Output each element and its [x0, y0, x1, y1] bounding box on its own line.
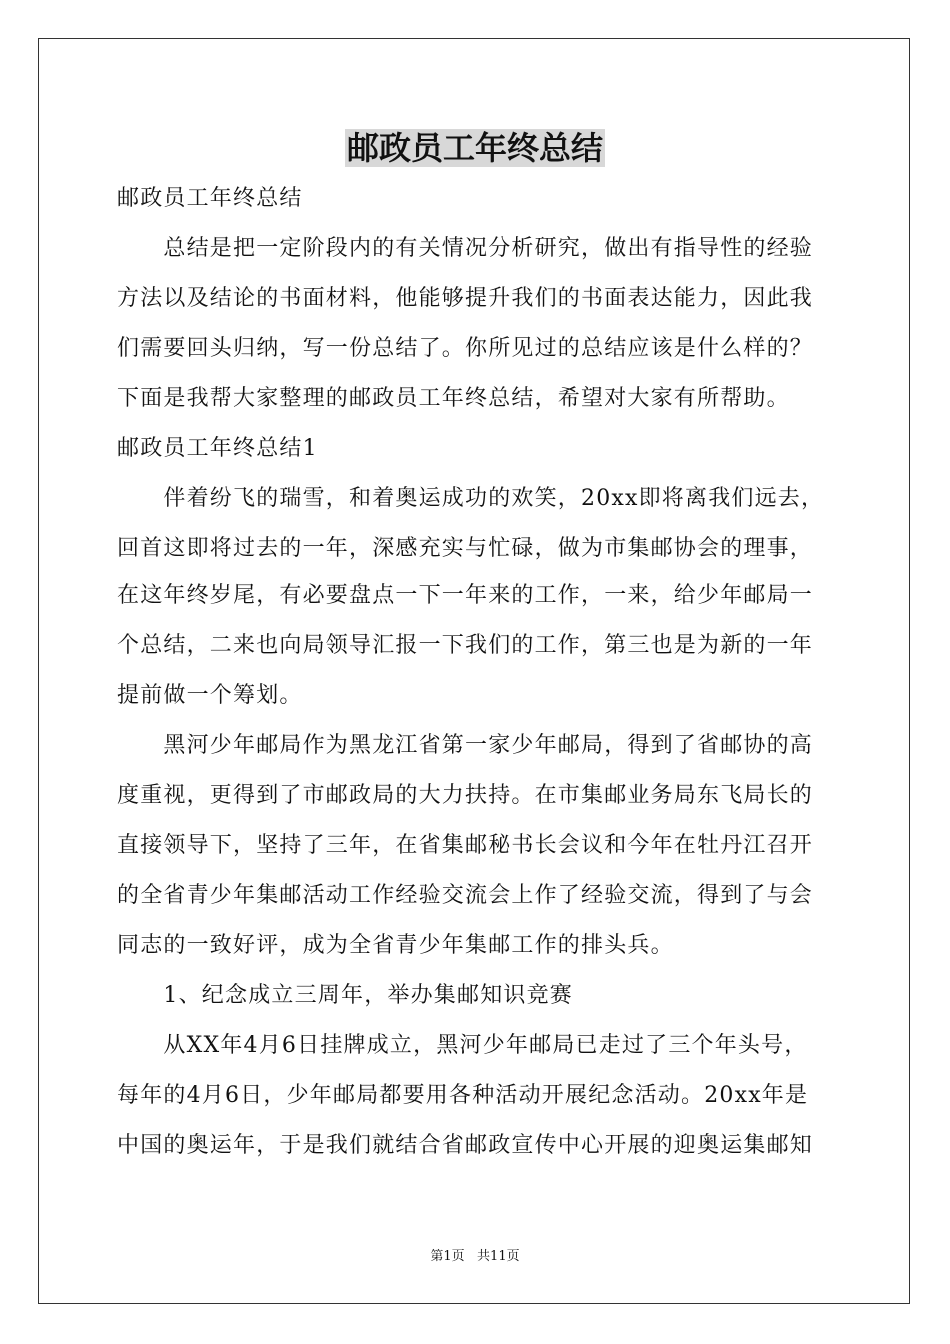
body-line: 的全省青少年集邮活动工作经验交流会上作了经验交流，得到了与会 [117, 883, 814, 908]
list-heading: 1、纪念成立三周年，举办集邮知识竞赛 [117, 983, 573, 1008]
document-title [0, 126, 950, 170]
body-line: 下面是我帮大家整理的邮政员工年终总结，希望对大家有所帮助。 [117, 386, 790, 411]
body-line: 同志的一致好评，成为全省青少年集邮工作的排头兵。 [117, 933, 674, 958]
body-line: 直接领导下，坚持了三年，在省集邮秘书长会议和今年在牡丹江召开 [117, 833, 814, 858]
page-border [38, 38, 910, 1304]
body-line: 中国的奥运年，于是我们就结合省邮政宣传中心开展的迎奥运集邮知 [117, 1133, 814, 1158]
body-line: 方法以及结论的书面材料，他能够提升我们的书面表达能力，因此我 [117, 286, 814, 311]
body-line: 个总结，二来也向局领导汇报一下我们的工作，第三也是为新的一年 [117, 633, 814, 658]
body-line: 伴着纷飞的瑞雪，和着奥运成功的欢笑，20xx即将离我们远去， [117, 486, 825, 511]
document-title-text: 邮政员工年终总结 [346, 129, 603, 167]
body-line: 每年的4月6日，少年邮局都要用各种活动开展纪念活动。20xx年是 [117, 1083, 809, 1108]
page-footer: 第1页 共11页 [430, 1249, 520, 1264]
body-line: 们需要回头归纳，写一份总结了。你所见过的总结应该是什么样的？ [117, 336, 814, 361]
body-line: 在这年终岁尾，有必要盘点一下一年来的工作，一来，给少年邮局一 [117, 583, 814, 608]
section-heading: 邮政员工年终总结1 [117, 436, 318, 461]
body-line: 总结是把一定阶段内的有关情况分析研究，做出有指导性的经验 [117, 236, 814, 261]
body-line: 回首这即将过去的一年，深感充实与忙碌，做为市集邮协会的理事， [117, 536, 814, 561]
subtitle-line: 邮政员工年终总结 [117, 186, 303, 211]
body-line: 度重视，更得到了市邮政局的大力扶持。在市集邮业务局东飞局长的 [117, 783, 814, 808]
body-line: 提前做一个筹划。 [117, 683, 303, 708]
body-line: 从XX年4月6日挂牌成立，黑河少年邮局已走过了三个年头号， [117, 1033, 808, 1058]
body-line: 黑河少年邮局作为黑龙江省第一家少年邮局，得到了省邮协的高 [117, 733, 814, 758]
